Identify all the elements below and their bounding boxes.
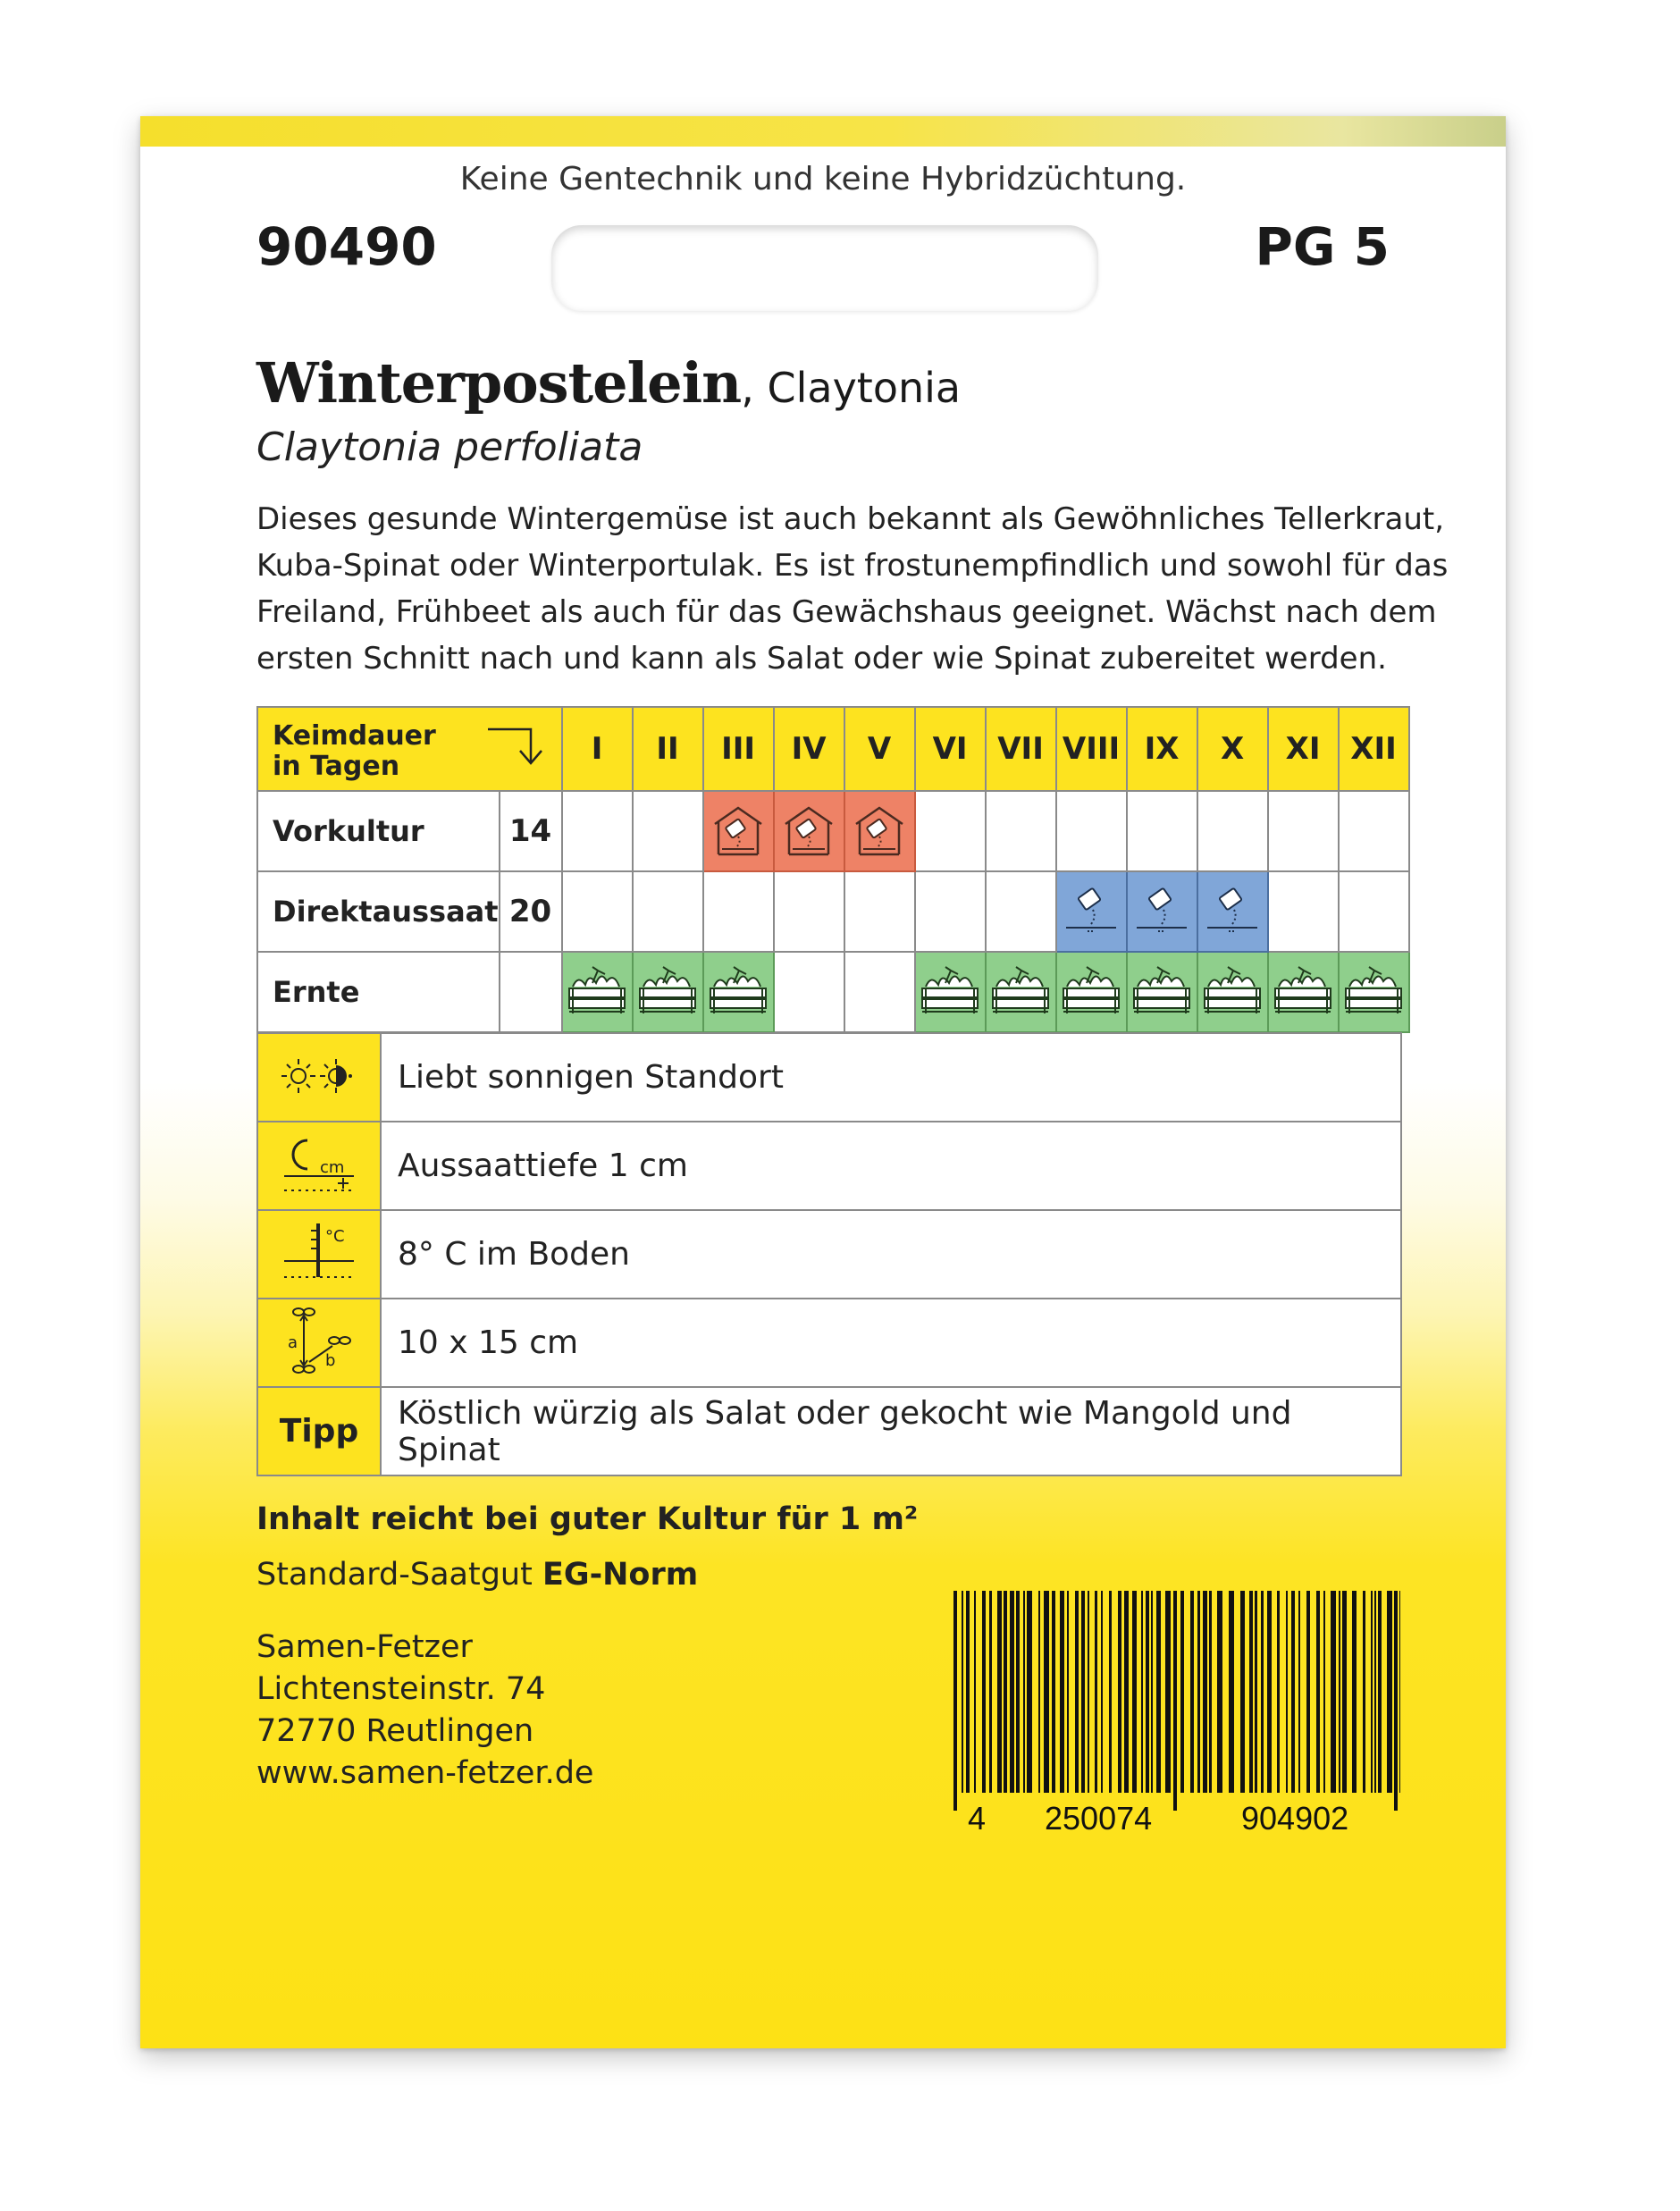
month-cell bbox=[562, 791, 633, 871]
hang-slot bbox=[551, 225, 1098, 311]
info-row-spacing bbox=[257, 1299, 1401, 1387]
direkt-month-cell bbox=[1197, 871, 1268, 952]
germination-header bbox=[257, 707, 562, 791]
sowing-calendar bbox=[256, 706, 1410, 1033]
month-cell bbox=[986, 871, 1056, 952]
sowing-depth-icon bbox=[281, 1133, 357, 1196]
seed-standard bbox=[256, 1557, 698, 1593]
month-header: III bbox=[703, 707, 774, 791]
spacing-a-label: a bbox=[288, 1332, 298, 1352]
month-cell bbox=[986, 791, 1056, 871]
description-line: Dieses gesunde Wintergemüse ist auch bekannt als Gewöhnliches Tellerkraut, bbox=[256, 501, 1445, 537]
row-label: Ernte bbox=[257, 952, 500, 1032]
gmo-note: Keine Gentechnik und keine Hybridzüchtung. bbox=[459, 161, 1187, 198]
month-cell bbox=[844, 871, 915, 952]
vorkultur-month-cell bbox=[703, 791, 774, 871]
month-cell bbox=[774, 952, 844, 1032]
month-header: X bbox=[1197, 707, 1268, 791]
ernte-month-cell bbox=[1268, 952, 1339, 1032]
depth-text: Aussaattiefe 1 cm bbox=[381, 1122, 1401, 1210]
yield-note: Inhalt reicht bei guter Kultur für 1 m² bbox=[256, 1501, 919, 1537]
packet-top-band bbox=[140, 116, 1506, 147]
barcode-first-digit: 4 bbox=[968, 1800, 987, 1837]
ernte-month-cell bbox=[1339, 952, 1409, 1032]
vorkultur-month-cell bbox=[844, 791, 915, 871]
ernte-month-cell bbox=[986, 952, 1056, 1032]
tip-label: Tipp bbox=[279, 1413, 359, 1450]
vorkultur-month-cell bbox=[774, 791, 844, 871]
spacing-text: 10 x 15 cm bbox=[381, 1299, 1401, 1387]
address-street: Lichtensteinstr. 74 bbox=[256, 1671, 546, 1707]
spacing-b-label: b bbox=[325, 1350, 336, 1370]
description-line: ersten Schnitt nach und kann als Salat oder wie Spinat zubereitet werden. bbox=[256, 641, 1387, 677]
month-cell bbox=[1127, 791, 1197, 871]
info-row-depth bbox=[257, 1122, 1401, 1210]
description-line: Kuba-Spinat oder Winterportulak. Es ist frostunempfindlich und sowohl für das bbox=[256, 548, 1449, 584]
ernte-month-cell bbox=[1056, 952, 1127, 1032]
tip-text: Köstlich würzig als Salat oder gekocht wie Mangold und Spinat bbox=[381, 1387, 1401, 1475]
month-cell bbox=[703, 871, 774, 952]
row-label: Vorkultur bbox=[257, 791, 500, 871]
sun-halfshade-icon bbox=[281, 1055, 357, 1097]
germination-days bbox=[500, 952, 562, 1032]
product-name-suffix: , Claytonia bbox=[741, 364, 962, 412]
arrow-down-right-icon bbox=[486, 722, 549, 767]
ernte-month-cell bbox=[1127, 952, 1197, 1032]
info-row-temperature bbox=[257, 1210, 1401, 1299]
germination-label-line1: Keimdauer bbox=[273, 720, 436, 752]
ernte-month-cell bbox=[562, 952, 633, 1032]
month-cell bbox=[1197, 791, 1268, 871]
calendar-row-vorkultur bbox=[257, 791, 1409, 871]
seed-standard-prefix: Standard-Saatgut bbox=[256, 1557, 542, 1593]
month-cell bbox=[633, 871, 703, 952]
month-header: IV bbox=[774, 707, 844, 791]
info-row-sun bbox=[257, 1033, 1401, 1122]
temperature-text: 8° C im Boden bbox=[381, 1210, 1401, 1299]
ernte-month-cell bbox=[915, 952, 986, 1032]
direkt-month-cell bbox=[1056, 871, 1127, 952]
germination-label-line2: in Tagen bbox=[273, 751, 400, 782]
address-company: Samen-Fetzer bbox=[256, 1629, 473, 1665]
ernte-month-cell bbox=[1197, 952, 1268, 1032]
info-row-tip bbox=[257, 1387, 1401, 1475]
month-header: XI bbox=[1268, 707, 1339, 791]
month-cell bbox=[633, 791, 703, 871]
month-cell bbox=[844, 952, 915, 1032]
month-header: VII bbox=[986, 707, 1056, 791]
month-cell bbox=[1056, 791, 1127, 871]
month-header: VIII bbox=[1056, 707, 1127, 791]
seed-standard-norm: EG-Norm bbox=[542, 1557, 699, 1593]
month-cell bbox=[915, 791, 986, 871]
info-icon-cell bbox=[257, 1299, 381, 1387]
address-city: 72770 Reutlingen bbox=[256, 1713, 534, 1749]
row-label: Direktaussaat bbox=[257, 871, 500, 952]
month-cell bbox=[562, 871, 633, 952]
info-icon-cell bbox=[257, 1210, 381, 1299]
address-website: www.samen-fetzer.de bbox=[256, 1755, 594, 1791]
description-line: Freiland, Frühbeet als auch für das Gewächshaus geeignet. Wächst nach dem bbox=[256, 594, 1437, 630]
month-cell bbox=[915, 871, 986, 952]
month-cell bbox=[774, 871, 844, 952]
calendar-row-direktaussaat bbox=[257, 871, 1409, 952]
plant-spacing-icon bbox=[281, 1303, 357, 1380]
latin-name: Claytonia perfoliata bbox=[256, 425, 643, 470]
month-header: VI bbox=[915, 707, 986, 791]
soil-thermometer-icon bbox=[281, 1220, 357, 1286]
barcode-right-group: 904902 bbox=[1241, 1800, 1349, 1837]
product-name: Winterpostelein bbox=[256, 350, 742, 416]
month-cell bbox=[1339, 791, 1409, 871]
month-cell bbox=[1268, 791, 1339, 871]
month-header: II bbox=[633, 707, 703, 791]
germination-days: 14 bbox=[500, 791, 562, 871]
temperature-unit-label: °C bbox=[325, 1226, 345, 1246]
month-cell bbox=[1268, 871, 1339, 952]
barcode-icon bbox=[953, 1591, 1400, 1823]
company-address bbox=[256, 1627, 593, 1795]
calendar-row-ernte bbox=[257, 952, 1409, 1032]
calendar-header-row bbox=[257, 707, 1409, 791]
germination-days: 20 bbox=[500, 871, 562, 952]
month-header: XII bbox=[1339, 707, 1409, 791]
barcode-left-group: 250074 bbox=[1045, 1800, 1153, 1837]
product-description bbox=[256, 496, 1449, 682]
package-size: PG 5 bbox=[1255, 216, 1390, 277]
ernte-month-cell bbox=[633, 952, 703, 1032]
article-number: 90490 bbox=[256, 216, 437, 277]
ernte-month-cell bbox=[703, 952, 774, 1032]
month-header: V bbox=[844, 707, 915, 791]
month-cell bbox=[1339, 871, 1409, 952]
depth-unit-label: cm bbox=[320, 1157, 345, 1177]
month-header: I bbox=[562, 707, 633, 791]
product-title bbox=[256, 350, 961, 416]
month-header: IX bbox=[1127, 707, 1197, 791]
sun-text: Liebt sonnigen Standort bbox=[381, 1033, 1401, 1122]
tip-label-cell bbox=[257, 1387, 381, 1475]
growing-info-table bbox=[256, 1032, 1402, 1476]
info-icon-cell bbox=[257, 1122, 381, 1210]
seed-packet bbox=[140, 116, 1506, 2048]
direkt-month-cell bbox=[1127, 871, 1197, 952]
info-icon-cell bbox=[257, 1033, 381, 1122]
